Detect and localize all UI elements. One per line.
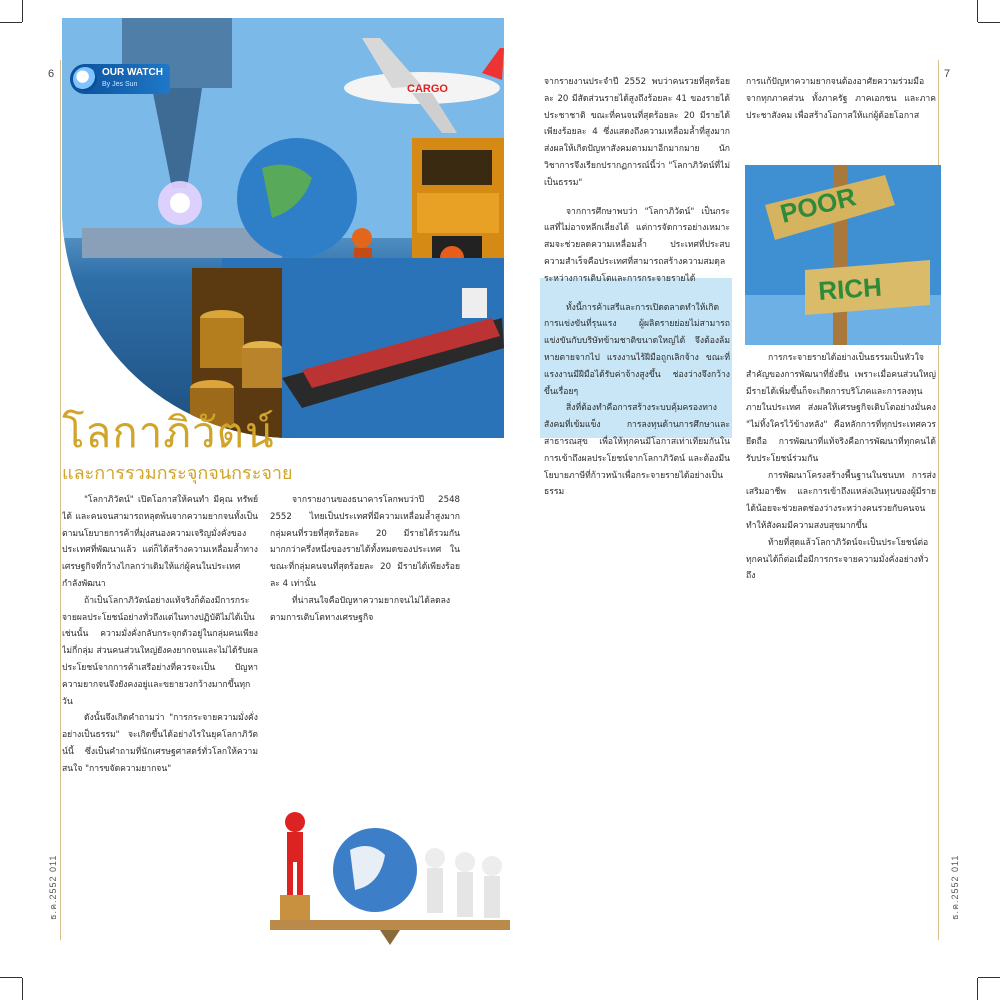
section-badge-title: OUR WATCH [102, 67, 163, 78]
text-column-2 [270, 492, 460, 792]
text-column-3 [544, 74, 730, 924]
crop-mark [0, 977, 22, 978]
text-column-1 [62, 492, 258, 922]
paragraph: ท้ายที่สุดแล้วโลกาภิวัตน์จะเป็นประโยชน์ต่อทุกคนได้ก็ต่อเมื่อมีการกระจายความมั่งคั่งอย่างทั่วถึง [746, 537, 929, 582]
article-title: โลกาภิวัตน์ [62, 409, 275, 456]
globe-logo-icon [73, 67, 97, 91]
text-column-4 [746, 74, 936, 158]
paragraph: "โลกาภิวัตน์" เปิดโอกาสให้คนทำ มีคุณ ทรัพย์ได้ และคนจนสามารถหลุดพ้นจากความยากจนทั้งเป็นตามนโยบายการค้าที่มุ่งสนองความเจริญมั่งคั่งของประเทศที่พัฒนาแล้ว แต่ก็ได้สร้างความเหลื่อมล้ำทางเศรษฐกิจที่กว้างไกลกว่าเดิมให้แก่ผู้คนในประเทศกำลังพัฒนา [62, 495, 258, 589]
crop-mark [977, 978, 978, 1000]
section-badge-author: By Jes Sun [102, 81, 138, 88]
page-number-left: 6 [48, 68, 55, 80]
paragraph: ดังนั้นจึงเกิดคำถามว่า "การกระจายความมั่งคั่งอย่างเป็นธรรม" จะเกิดขึ้นได้อย่างไรในยุคโลกาภิวัตน์นี้ ซึ่งเป็นคำถามที่นักเศรษฐศาสตร์ทั่วโลกให้ความสนใจ "การขจัดความยากจน" [62, 713, 258, 774]
article-subtitle: และการรวมกระจุกจนกระจาย [62, 463, 293, 483]
paragraph: การแก้ปัญหาความยากจนต้องอาศัยความร่วมมือจากทุกภาคส่วน ทั้งภาครัฐ ภาคเอกชน และภาคประชาสังคม เพื่อสร้างโอกาสให้แก่ผู้ด้อยโอกาส [746, 77, 936, 121]
crop-mark [22, 978, 23, 1000]
crop-mark [978, 22, 1000, 23]
crop-mark [978, 977, 1000, 978]
paragraph: สิ่งที่ต้องทำคือการสร้างระบบคุ้มครองทางสังคมที่เข้มแข็ง การลงทุนด้านการศึกษาและสาธารณสุข เพื่อให้ทุกคนมีโอกาสเท่าเทียมกันในการเข้าถึงผลประโยชน์จากโลกาภิวัตน์ และต้องมีนโยบายภาษีที่ก้าวหน้าเพื่อกระจายรายได้อย่างเป็นธรรม [544, 403, 730, 498]
poor-rich-sign-image [745, 165, 941, 345]
crop-mark [977, 0, 978, 22]
crop-mark [0, 22, 22, 23]
page-border-left [60, 60, 61, 940]
crop-mark [22, 0, 23, 22]
side-label-right: ธ.ค.2552 011 [950, 854, 960, 920]
svg-text:CARGO: CARGO [407, 83, 448, 95]
paragraph: จากรายงานของธนาคารโลกพบว่าปี 2548 2552 ไทยเป็นประเทศที่มีความเหลื่อมล้ำสูงมาก กลุ่มคนที่รวยที่สุดร้อยละ 20 มีรายได้รวมกันมากกว่าครึ่งหนึ่งของรายได้ทั้งหมดของประเทศ ในขณะที่กลุ่มคนจนที่สุดร้อยละ 20 มีรายได้เพียงร้อยละ 4 เท่านั้น [270, 495, 460, 589]
paragraph: ถ้าเป็นโลกาภิวัตน์อย่างแท้จริงก็ต้องมีการกระจายผลประโยชน์อย่างทั่วถึงแต่ในทางปฏิบัติไม่ได้เป็นเช่นนั้น ความมั่งคั่งกลับกระจุกตัวอยู่ในกลุ่มคนเพียงไม่กี่กลุ่ม ส่วนคนส่วนใหญ่ยังคงยากจนและไม่ได้รับผลประโยชน์จากการค้าเสรีอย่างที่ควรจะเป็น ปัญหาความยากจนจึงยังคงอยู่และขยายวงกว้างมากขึ้นทุกวัน [62, 595, 258, 707]
section-badge [70, 64, 170, 94]
text-column-4b [746, 350, 936, 930]
paragraph: ทั้งนี้การค้าเสรีและการเปิดตลาดทำให้เกิดการแข่งขันที่รุนแรง ผู้ผลิตรายย่อยไม่สามารถแข่งขันกับบริษัทข้ามชาติขนาดใหญ่ได้ จึงต้องล้มหายตายจากไป แรงงานไร้ฝีมือถูกเลิกจ้าง ขณะที่แรงงานมีฝีมือได้รับค่าจ้างสูงขึ้น ช่องว่างจึงกว้างขึ้นเรื่อยๆ [544, 302, 730, 397]
highlight-paragraph: จากการศึกษาพบว่า "โลกาภิวัตน์" เป็นกระแสที่ไม่อาจหลีกเลี่ยงได้ แต่การจัดการอย่างเหมาะสมจะช่วยลดความเหลื่อมล้ำ ประเทศที่ประสบความสำเร็จคือประเทศที่สามารถสร้างความสมดุลระหว่างการเติบโตและการกระจายรายได้ [544, 206, 730, 284]
paragraph: การกระจายรายได้อย่างเป็นธรรมเป็นหัวใจสำคัญของการพัฒนาที่ยั่งยืน เพราะเมื่อคนส่วนใหญ่มีรายได้เพิ่มขึ้นก็จะเกิดการบริโภคและการลงทุนภายในประเทศ ส่งผลให้เศรษฐกิจเติบโตอย่างมั่นคง "ไม่ทิ้งใครไว้ข้างหลัง" คือหลักการที่ทุกประเทศควรยึดถือ การพัฒนาที่แท้จริงคือการพัฒนาที่ทุกคนได้รับประโยชน์ร่วมกัน [746, 353, 936, 464]
signpost-illustration [745, 165, 941, 345]
page-number-right: 7 [944, 68, 951, 80]
paragraph: การพัฒนาโครงสร้างพื้นฐานในชนบท การส่งเสริมอาชีพ และการเข้าถึงแหล่งเงินทุนของผู้มีรายได้น้อยจะช่วยลดช่องว่างระหว่างคนรวยกับคนจน ทำให้สังคมมีความสงบสุขมากขึ้น [746, 470, 936, 531]
people-globe-illustration [270, 800, 510, 950]
paragraph: จากรายงานประจำปี 2552 พบว่าคนรวยที่สุดร้อยละ 20 มีสัดส่วนรายได้สูงถึงร้อยละ 41 ของรายได้ประชาชาติ ขณะที่คนจนที่สุดร้อยละ 20 มีรายได้เพียงร้อยละ 4 ซึ่งแสดงถึงความเหลื่อมล้ำที่สูงมาก ส่งผลให้เกิดปัญหาสังคมตามมาอีกมากมาย นักวิชาการจึงเรียกปรากฏการณ์นี้ว่า "โลกาภิวัตน์ที่ไม่เป็นธรรม" [544, 77, 730, 188]
side-label-left: ธ.ค.2552 011 [48, 854, 58, 920]
svg-text:POOR: POOR [777, 181, 859, 229]
paragraph: ที่น่าสนใจคือปัญหาความยากจนไม่ได้ลดลงตามการเติบโตทางเศรษฐกิจ [270, 595, 451, 623]
svg-text:RICH: RICH [817, 271, 883, 306]
